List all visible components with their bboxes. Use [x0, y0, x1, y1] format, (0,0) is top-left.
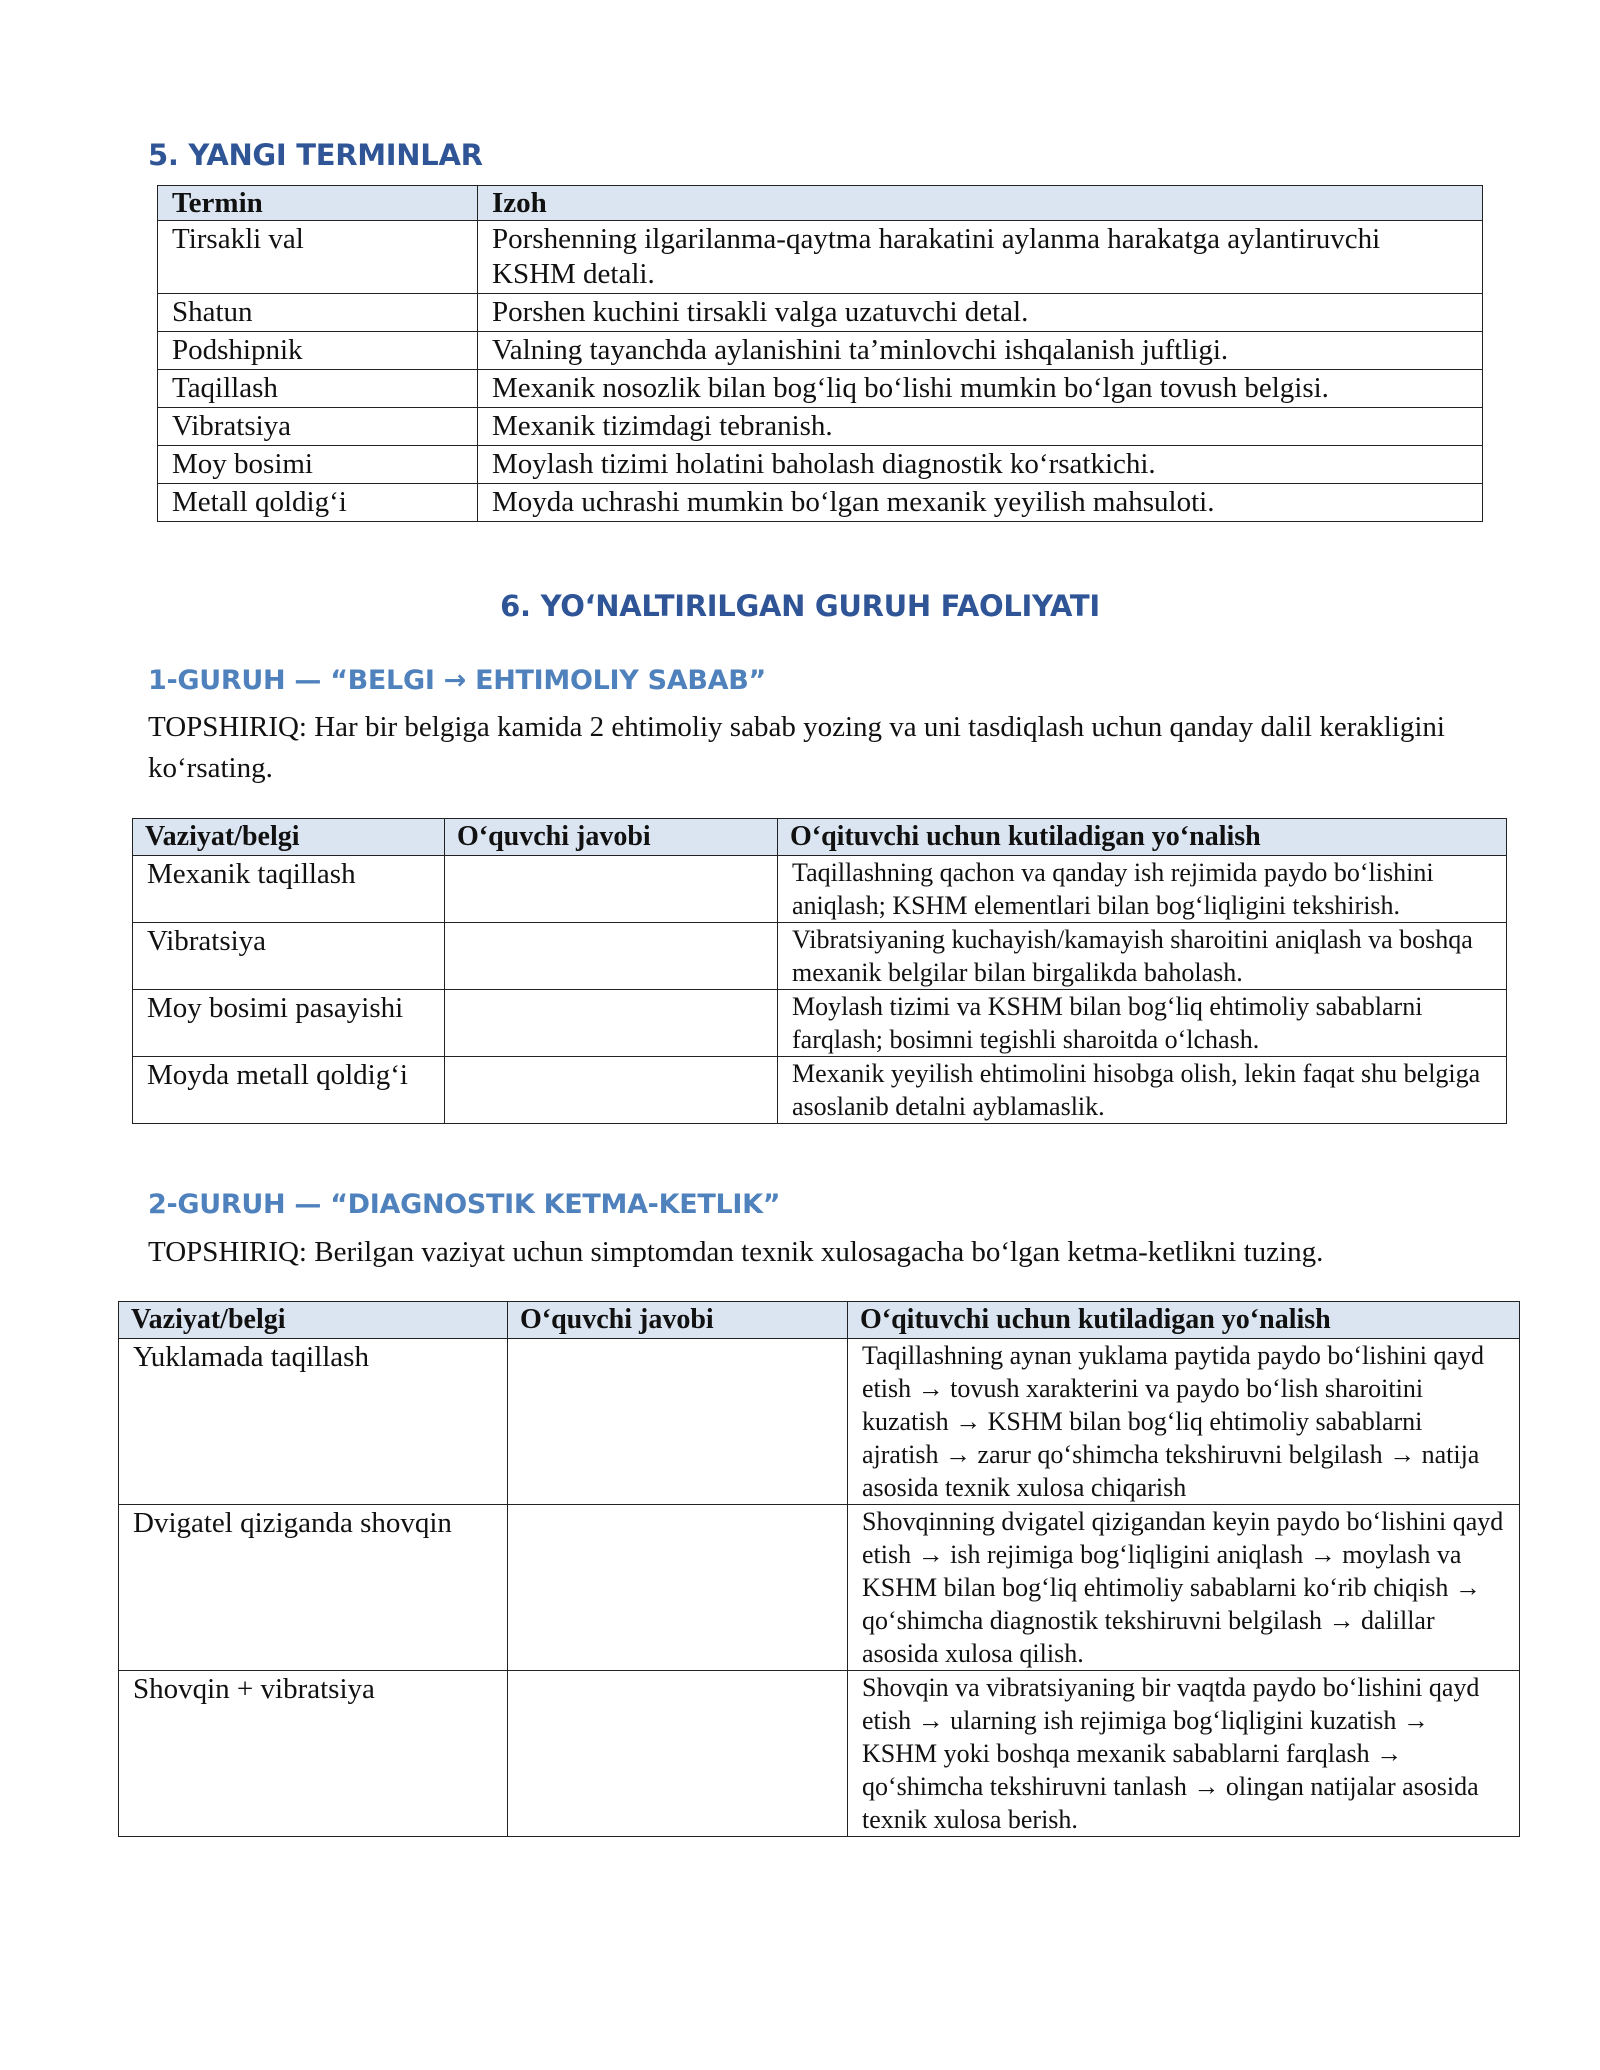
- table-row: [119, 1671, 1520, 1837]
- situation-cell: Shovqin + vibratsiya: [119, 1671, 508, 1837]
- definition-cell: Moylash tizimi holatini baholash diagnostik ko‘rsatkichi.: [478, 446, 1483, 484]
- group-1-title: 1-GURUH — “BELGI → EHTIMOLIY SABAB”: [148, 665, 766, 696]
- column-header-student-answer: O‘quvchi javobi: [445, 819, 778, 856]
- table-header-row: [158, 186, 1483, 221]
- column-header-termin: Termin: [158, 186, 478, 221]
- student-answer-cell[interactable]: [508, 1671, 848, 1837]
- term-cell: Podshipnik: [158, 332, 478, 370]
- situation-cell: Vibratsiya: [133, 923, 445, 990]
- table-row: [133, 923, 1507, 990]
- definition-cell: Mexanik nosozlik bilan bog‘liq bo‘lishi mumkin bo‘lgan tovush belgisi.: [478, 370, 1483, 408]
- term-cell: Vibratsiya: [158, 408, 478, 446]
- situation-cell: Moyda metall qoldig‘i: [133, 1057, 445, 1124]
- student-answer-cell[interactable]: [508, 1505, 848, 1671]
- section-6-title: 6. YO‘NALTIRILGAN GURUH FAOLIYATI: [500, 589, 1100, 623]
- section-5-title: 5. YANGI TERMINLAR: [148, 138, 483, 172]
- table-row: [158, 370, 1483, 408]
- table-row: [133, 990, 1507, 1057]
- term-cell: Shatun: [158, 294, 478, 332]
- table-row: [119, 1339, 1520, 1505]
- table-row: [133, 856, 1507, 923]
- expected-direction-cell: Moylash tizimi va KSHM bilan bog‘liq ehtimoliy sabablarni farqlash; bosimni tegishli sharoitda o‘lchash.: [778, 990, 1507, 1057]
- situation-cell: Yuklamada taqillash: [119, 1339, 508, 1505]
- group-2-table: [118, 1301, 1520, 1837]
- table-row: [158, 294, 1483, 332]
- table-row: [158, 446, 1483, 484]
- student-answer-cell[interactable]: [445, 856, 778, 923]
- column-header-expected-direction: O‘qituvchi uchun kutiladigan yo‘nalish: [778, 819, 1507, 856]
- group-2-title: 2-GURUH — “DIAGNOSTIK KETMA-KETLIK”: [148, 1189, 781, 1220]
- student-answer-cell[interactable]: [445, 1057, 778, 1124]
- term-cell: Tirsakli val: [158, 221, 478, 294]
- definition-cell: Porshenning ilgarilanma-qaytma harakatini aylanma harakatga aylantiruvchi KSHM detali.: [478, 221, 1483, 294]
- student-answer-cell[interactable]: [508, 1339, 848, 1505]
- column-header-situation: Vaziyat/belgi: [119, 1302, 508, 1339]
- definition-cell: Mexanik tizimdagi tebranish.: [478, 408, 1483, 446]
- expected-direction-cell: Taqillashning qachon va qanday ish rejimida paydo bo‘lishini aniqlash; KSHM elementlari bilan bog‘liqligini tekshirish.: [778, 856, 1507, 923]
- group-1-task: TOPSHIRIQ: Har bir belgiga kamida 2 ehtimoliy sabab yozing va uni tasdiqlash uchun qanday dalil kerakligini ko‘rsating.: [148, 711, 1445, 784]
- term-cell: Moy bosimi: [158, 446, 478, 484]
- situation-cell: Moy bosimi pasayishi: [133, 990, 445, 1057]
- situation-cell: Mexanik taqillash: [133, 856, 445, 923]
- term-cell: Taqillash: [158, 370, 478, 408]
- expected-direction-cell: Vibratsiyaning kuchayish/kamayish sharoitini aniqlash va boshqa mexanik belgilar bilan birgalikda baholash.: [778, 923, 1507, 990]
- terms-table: [157, 185, 1483, 522]
- definition-cell: Porshen kuchini tirsakli valga uzatuvchi detal.: [478, 294, 1483, 332]
- column-header-situation: Vaziyat/belgi: [133, 819, 445, 856]
- expected-direction-cell: Shovqin va vibratsiyaning bir vaqtda paydo bo‘lishini qayd etish → ularning ish rejimiga bog‘liqligini kuzatish → KSHM yoki boshqa mexanik sabablarni farqlash → qo‘shimcha tekshiruvni tanlash → olingan natijalar asosida texnik xulosa berish.: [848, 1671, 1520, 1837]
- expected-direction-cell: Taqillashning aynan yuklama paytida paydo bo‘lishini qayd etish → tovush xarakterini va paydo bo‘lish sharoitini kuzatish → KSHM bilan bog‘liq ehtimoliy sabablarni ajratish → zarur qo‘shimcha tekshiruvni belgilash → natija asosida texnik xulosa chiqarish: [848, 1339, 1520, 1505]
- column-header-expected-direction: O‘qituvchi uchun kutiladigan yo‘nalish: [848, 1302, 1520, 1339]
- table-row: [158, 332, 1483, 370]
- table-row: [133, 1057, 1507, 1124]
- expected-direction-cell: Mexanik yeyilish ehtimolini hisobga olish, lekin faqat shu belgiga asoslanib detalni ayblamaslik.: [778, 1057, 1507, 1124]
- table-row: [119, 1505, 1520, 1671]
- definition-cell: Valning tayanchda aylanishini ta’minlovchi ishqalanish juftligi.: [478, 332, 1483, 370]
- group-1-table: [132, 818, 1507, 1124]
- situation-cell: Dvigatel qiziganda shovqin: [119, 1505, 508, 1671]
- column-header-izoh: Izoh: [478, 186, 1483, 221]
- table-header-row: [119, 1302, 1520, 1339]
- table-header-row: [133, 819, 1507, 856]
- definition-cell: Moyda uchrashi mumkin bo‘lgan mexanik yeyilish mahsuloti.: [478, 484, 1483, 522]
- column-header-student-answer: O‘quvchi javobi: [508, 1302, 848, 1339]
- table-row: [158, 484, 1483, 522]
- student-answer-cell[interactable]: [445, 923, 778, 990]
- expected-direction-cell: Shovqinning dvigatel qizigandan keyin paydo bo‘lishini qayd etish → ish rejimiga bog‘liqligini aniqlash → moylash va KSHM bilan bog‘liq ehtimoliy sabablarni ko‘rib chiqish → qo‘shimcha diagnostik tekshiruvni belgilash → dalillar asosida xulosa qilish.: [848, 1505, 1520, 1671]
- table-row: [158, 408, 1483, 446]
- student-answer-cell[interactable]: [445, 990, 778, 1057]
- term-cell: Metall qoldig‘i: [158, 484, 478, 522]
- table-row: [158, 221, 1483, 294]
- group-2-task: TOPSHIRIQ: Berilgan vaziyat uchun simptomdan texnik xulosagacha bo‘lgan ketma-ketlikni tuzing.: [148, 1236, 1324, 1268]
